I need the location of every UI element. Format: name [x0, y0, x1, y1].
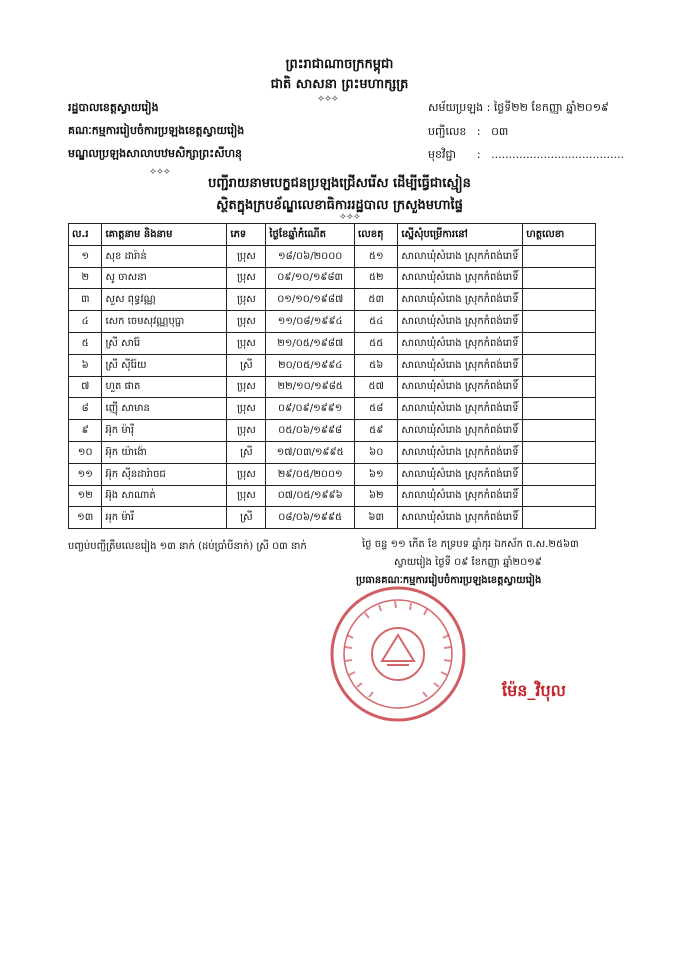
signer-name: ម៉ែន_វិបុល — [502, 681, 566, 700]
row-dob: ២២/១០/១៩៨៥ — [266, 376, 355, 398]
row-dob: ០៩/០៩/១៩៩១ — [266, 398, 355, 420]
table-body — [69, 245, 596, 528]
table-row — [69, 485, 596, 507]
row-signature — [523, 376, 596, 398]
row-request: សាលាឃុំសំរោង ស្រុកកំពង់រោទិ៍ — [398, 376, 523, 398]
row-dob: ២០/០៥/១៩៩៤ — [266, 354, 355, 376]
row-no: ៧ — [69, 376, 102, 398]
row-desk: ៥៣ — [355, 289, 398, 311]
row-request: សាលាឃុំសំរោង ស្រុកកំពង់រោទិ៍ — [398, 507, 523, 529]
row-desk: ៦០ — [355, 441, 398, 463]
table-row — [69, 441, 596, 463]
motto-heading: ជាតិ សាសនា ព្រះមហាក្សត្រ — [270, 77, 409, 92]
row-dob: ០៥/០៦/១៩៩៨ — [266, 420, 355, 442]
row-sex: ប្រុស — [227, 332, 266, 354]
row-dob: ១១/០៨/១៩៩៤ — [266, 311, 355, 333]
header-no: ល.រ — [69, 224, 102, 246]
row-name: សេក ចេមសុវណ្ណបុប្ផា — [102, 311, 227, 333]
candidate-table — [68, 223, 596, 529]
subject-label: មុខវិជ្ជា — [428, 148, 456, 161]
table-row — [69, 311, 596, 333]
row-desk: ៥៨ — [355, 398, 398, 420]
table-row — [69, 267, 596, 289]
row-desk: ៦១ — [355, 463, 398, 485]
center-line: មណ្ឌលប្រឡងសាលាបឋមសិក្សាព្រះសីហនុ — [68, 147, 243, 160]
row-name: ស្រី សារ៉ែ — [102, 332, 227, 354]
title-ornament-bottom: ⟡⟡⟡ — [340, 212, 361, 222]
row-desk: ៥៥ — [355, 332, 398, 354]
header-ornament: ⟡⟡⟡ — [318, 94, 339, 104]
row-sex: ប្រុស — [227, 485, 266, 507]
row-dob: ១៨/០៦/២០០០ — [266, 245, 355, 267]
row-name: ស្រី ស៊ីរ៉ែយ — [102, 354, 227, 376]
row-request: សាលាឃុំសំរោង ស្រុកកំពង់រោទិ៍ — [398, 332, 523, 354]
signer-title: ប្រធានគណៈកម្មការរៀបចំការប្រឡងខេត្តស្វាយរៀង — [356, 575, 542, 586]
row-desk: ៥១ — [355, 245, 398, 267]
exam-date: សម័យប្រឡង : ថ្ងៃទី២២ ខែកញ្ញា ឆ្នាំ២០១៩ — [428, 101, 609, 114]
table-row — [69, 289, 596, 311]
row-no: ១១ — [69, 463, 102, 485]
row-request: សាលាឃុំសំរោង ស្រុកកំពង់រោទិ៍ — [398, 420, 523, 442]
table-row — [69, 354, 596, 376]
row-sex: ប្រុស — [227, 245, 266, 267]
row-request: សាលាឃុំសំរោង ស្រុកកំពង់រោទិ៍ — [398, 245, 523, 267]
row-request: សាលាឃុំសំរោង ស្រុកកំពង់រោទិ៍ — [398, 441, 523, 463]
table-row — [69, 398, 596, 420]
row-signature — [523, 485, 596, 507]
row-request: សាលាឃុំសំរោង ស្រុកកំពង់រោទិ៍ — [398, 311, 523, 333]
row-signature — [523, 507, 596, 529]
row-no: ១៣ — [69, 507, 102, 529]
row-desk: ៥៤ — [355, 311, 398, 333]
row-desk: ៥៦ — [355, 354, 398, 376]
row-request: សាលាឃុំសំរោង ស្រុកកំពង់រោទិ៍ — [398, 354, 523, 376]
header-name: គោត្តនាម និងនាម — [102, 224, 227, 246]
row-dob: ០៧/០៥/១៩៩៦ — [266, 485, 355, 507]
row-request: សាលាឃុំសំរោង ស្រុកកំពង់រោទិ៍ — [398, 267, 523, 289]
table-row — [69, 420, 596, 442]
row-name: សួស ពុទ្ធវណ្ណ — [102, 289, 227, 311]
row-no: ៨ — [69, 398, 102, 420]
row-signature — [523, 289, 596, 311]
row-sex: ប្រុស — [227, 267, 266, 289]
row-request: សាលាឃុំសំរោង ស្រុកកំពង់រោទិ៍ — [398, 289, 523, 311]
row-no: ៥ — [69, 332, 102, 354]
row-sex: ប្រុស — [227, 398, 266, 420]
table-row — [69, 507, 596, 529]
list-summary: បញ្ចប់បញ្ជីត្រឹមលេខរៀង ១៣ នាក់ (ដប់ប្រាំបីនាក់) ស្រី ០៣ នាក់ — [68, 541, 307, 552]
row-no: ១០ — [69, 441, 102, 463]
row-name: សូ ចាសនា — [102, 267, 227, 289]
row-sex: ប្រុស — [227, 311, 266, 333]
row-signature — [523, 441, 596, 463]
document-title: បញ្ជីរាយនាមបេក្ខជនប្រឡងជ្រើសរើស ដើម្បីធ្វើជាស្មៀន — [208, 176, 471, 191]
row-desk: ៦២ — [355, 485, 398, 507]
row-signature — [523, 311, 596, 333]
row-sex: ប្រុស — [227, 289, 266, 311]
row-signature — [523, 354, 596, 376]
subject-value: ...................................... — [491, 148, 624, 161]
list-number: បញ្ជីលេខ : ០៣ — [428, 125, 509, 138]
row-sex: ស្រី — [227, 441, 266, 463]
table-row — [69, 245, 596, 267]
row-desk: ៥៩ — [355, 420, 398, 442]
row-name: អ៊ុក ម៉ារ៉ី — [102, 420, 227, 442]
row-request: សាលាឃុំសំរោង ស្រុកកំពង់រោទិ៍ — [398, 463, 523, 485]
table-row — [69, 463, 596, 485]
row-signature — [523, 420, 596, 442]
row-sex: ប្រុស — [227, 376, 266, 398]
lunar-date: ថ្ងៃ ចន្ទ ១១ កើត ខែ ភទ្របទ ឆ្នាំកុរ ឯកស័ក ព.ស.២៥៦៣ — [362, 539, 579, 550]
row-dob: ០៨/០៦/១៩៩៥ — [266, 507, 355, 529]
official-seal — [327, 583, 469, 725]
list-number-value: ០៣ — [491, 125, 509, 138]
row-request: សាលាឃុំសំរោង ស្រុកកំពង់រោទិ៍ — [398, 398, 523, 420]
row-no: ៦ — [69, 354, 102, 376]
title-ornament-left: ⟡⟡⟡ — [150, 167, 171, 177]
row-dob: ២៩/០៥/២០០១ — [266, 463, 355, 485]
row-signature — [523, 267, 596, 289]
header-dob: ថ្ងៃខែឆ្នាំកំណើត — [266, 224, 355, 246]
row-name: អ៊ុក ស៊ីនដារ៉ាចជ — [102, 463, 227, 485]
list-number-label: បញ្ជីលេខ — [428, 125, 467, 138]
row-no: ២ — [69, 267, 102, 289]
place-date: ស្វាយរៀង ថ្ងៃទី ០៩ ខែកញ្ញា ឆ្នាំ២០១៩ — [394, 557, 542, 568]
row-desk: ៥២ — [355, 267, 398, 289]
committee-line: គណៈកម្មការរៀបចំការប្រឡងខេត្តស្វាយរៀង — [68, 124, 245, 137]
header-signature: ហត្ថលេខា — [523, 224, 596, 246]
exam-date-label: សម័យប្រឡង — [428, 101, 484, 114]
row-sex: ប្រុស — [227, 463, 266, 485]
row-desk: ៦៣ — [355, 507, 398, 529]
document-subtitle: ស្ថិតក្នុងក្របខ័ណ្ឌលេខាធិការរដ្ឋបាល ក្រសួងមហាផ្ទៃ — [216, 198, 463, 213]
row-dob: ០១/១០/១៩៨៧ — [266, 289, 355, 311]
row-name: សុខ ដារ៉ាន់ — [102, 245, 227, 267]
row-signature — [523, 332, 596, 354]
row-dob: ០៩/១០/១៩៨៣ — [266, 267, 355, 289]
row-name: ហួត ផាត — [102, 376, 227, 398]
subject-field: មុខវិជ្ជា : ...................................... — [428, 148, 624, 161]
row-dob: ២១/០៥/១៩៨៧ — [266, 332, 355, 354]
row-signature — [523, 398, 596, 420]
row-no: ១២ — [69, 485, 102, 507]
header-desk: លេខតុ — [355, 224, 398, 246]
row-signature — [523, 463, 596, 485]
row-no: ៩ — [69, 420, 102, 442]
exam-date-value: ថ្ងៃទី២២ ខែកញ្ញា ឆ្នាំ២០១៩ — [493, 101, 609, 114]
row-desk: ៥៧ — [355, 376, 398, 398]
row-name: អុក ម៉ារី — [102, 507, 227, 529]
table-header-row — [69, 224, 596, 246]
header-request: ស្នើសុំបម្រើការនៅ — [398, 224, 523, 246]
row-signature — [523, 245, 596, 267]
admin-line: រដ្ឋបាលខេត្តស្វាយរៀង — [68, 101, 159, 114]
table-row — [69, 376, 596, 398]
row-sex: ស្រី — [227, 354, 266, 376]
row-name: អ៊ុក យ៉ាង៉ោ — [102, 441, 227, 463]
kingdom-heading: ព្រះរាជាណាចក្រកម្ពុជា — [285, 57, 394, 72]
row-request: សាលាឃុំសំរោង ស្រុកកំពង់រោទិ៍ — [398, 485, 523, 507]
row-dob: ១៧/០៣/១៩៩៥ — [266, 441, 355, 463]
row-name: ញ៉ើ សាមាន — [102, 398, 227, 420]
table-row — [69, 332, 596, 354]
header-sex: ភេទ — [227, 224, 266, 246]
row-no: ១ — [69, 245, 102, 267]
row-sex: ស្រី — [227, 507, 266, 529]
row-no: ៣ — [69, 289, 102, 311]
row-name: អ៊ុង សាណាត់ — [102, 485, 227, 507]
row-no: ៤ — [69, 311, 102, 333]
row-sex: ប្រុស — [227, 420, 266, 442]
